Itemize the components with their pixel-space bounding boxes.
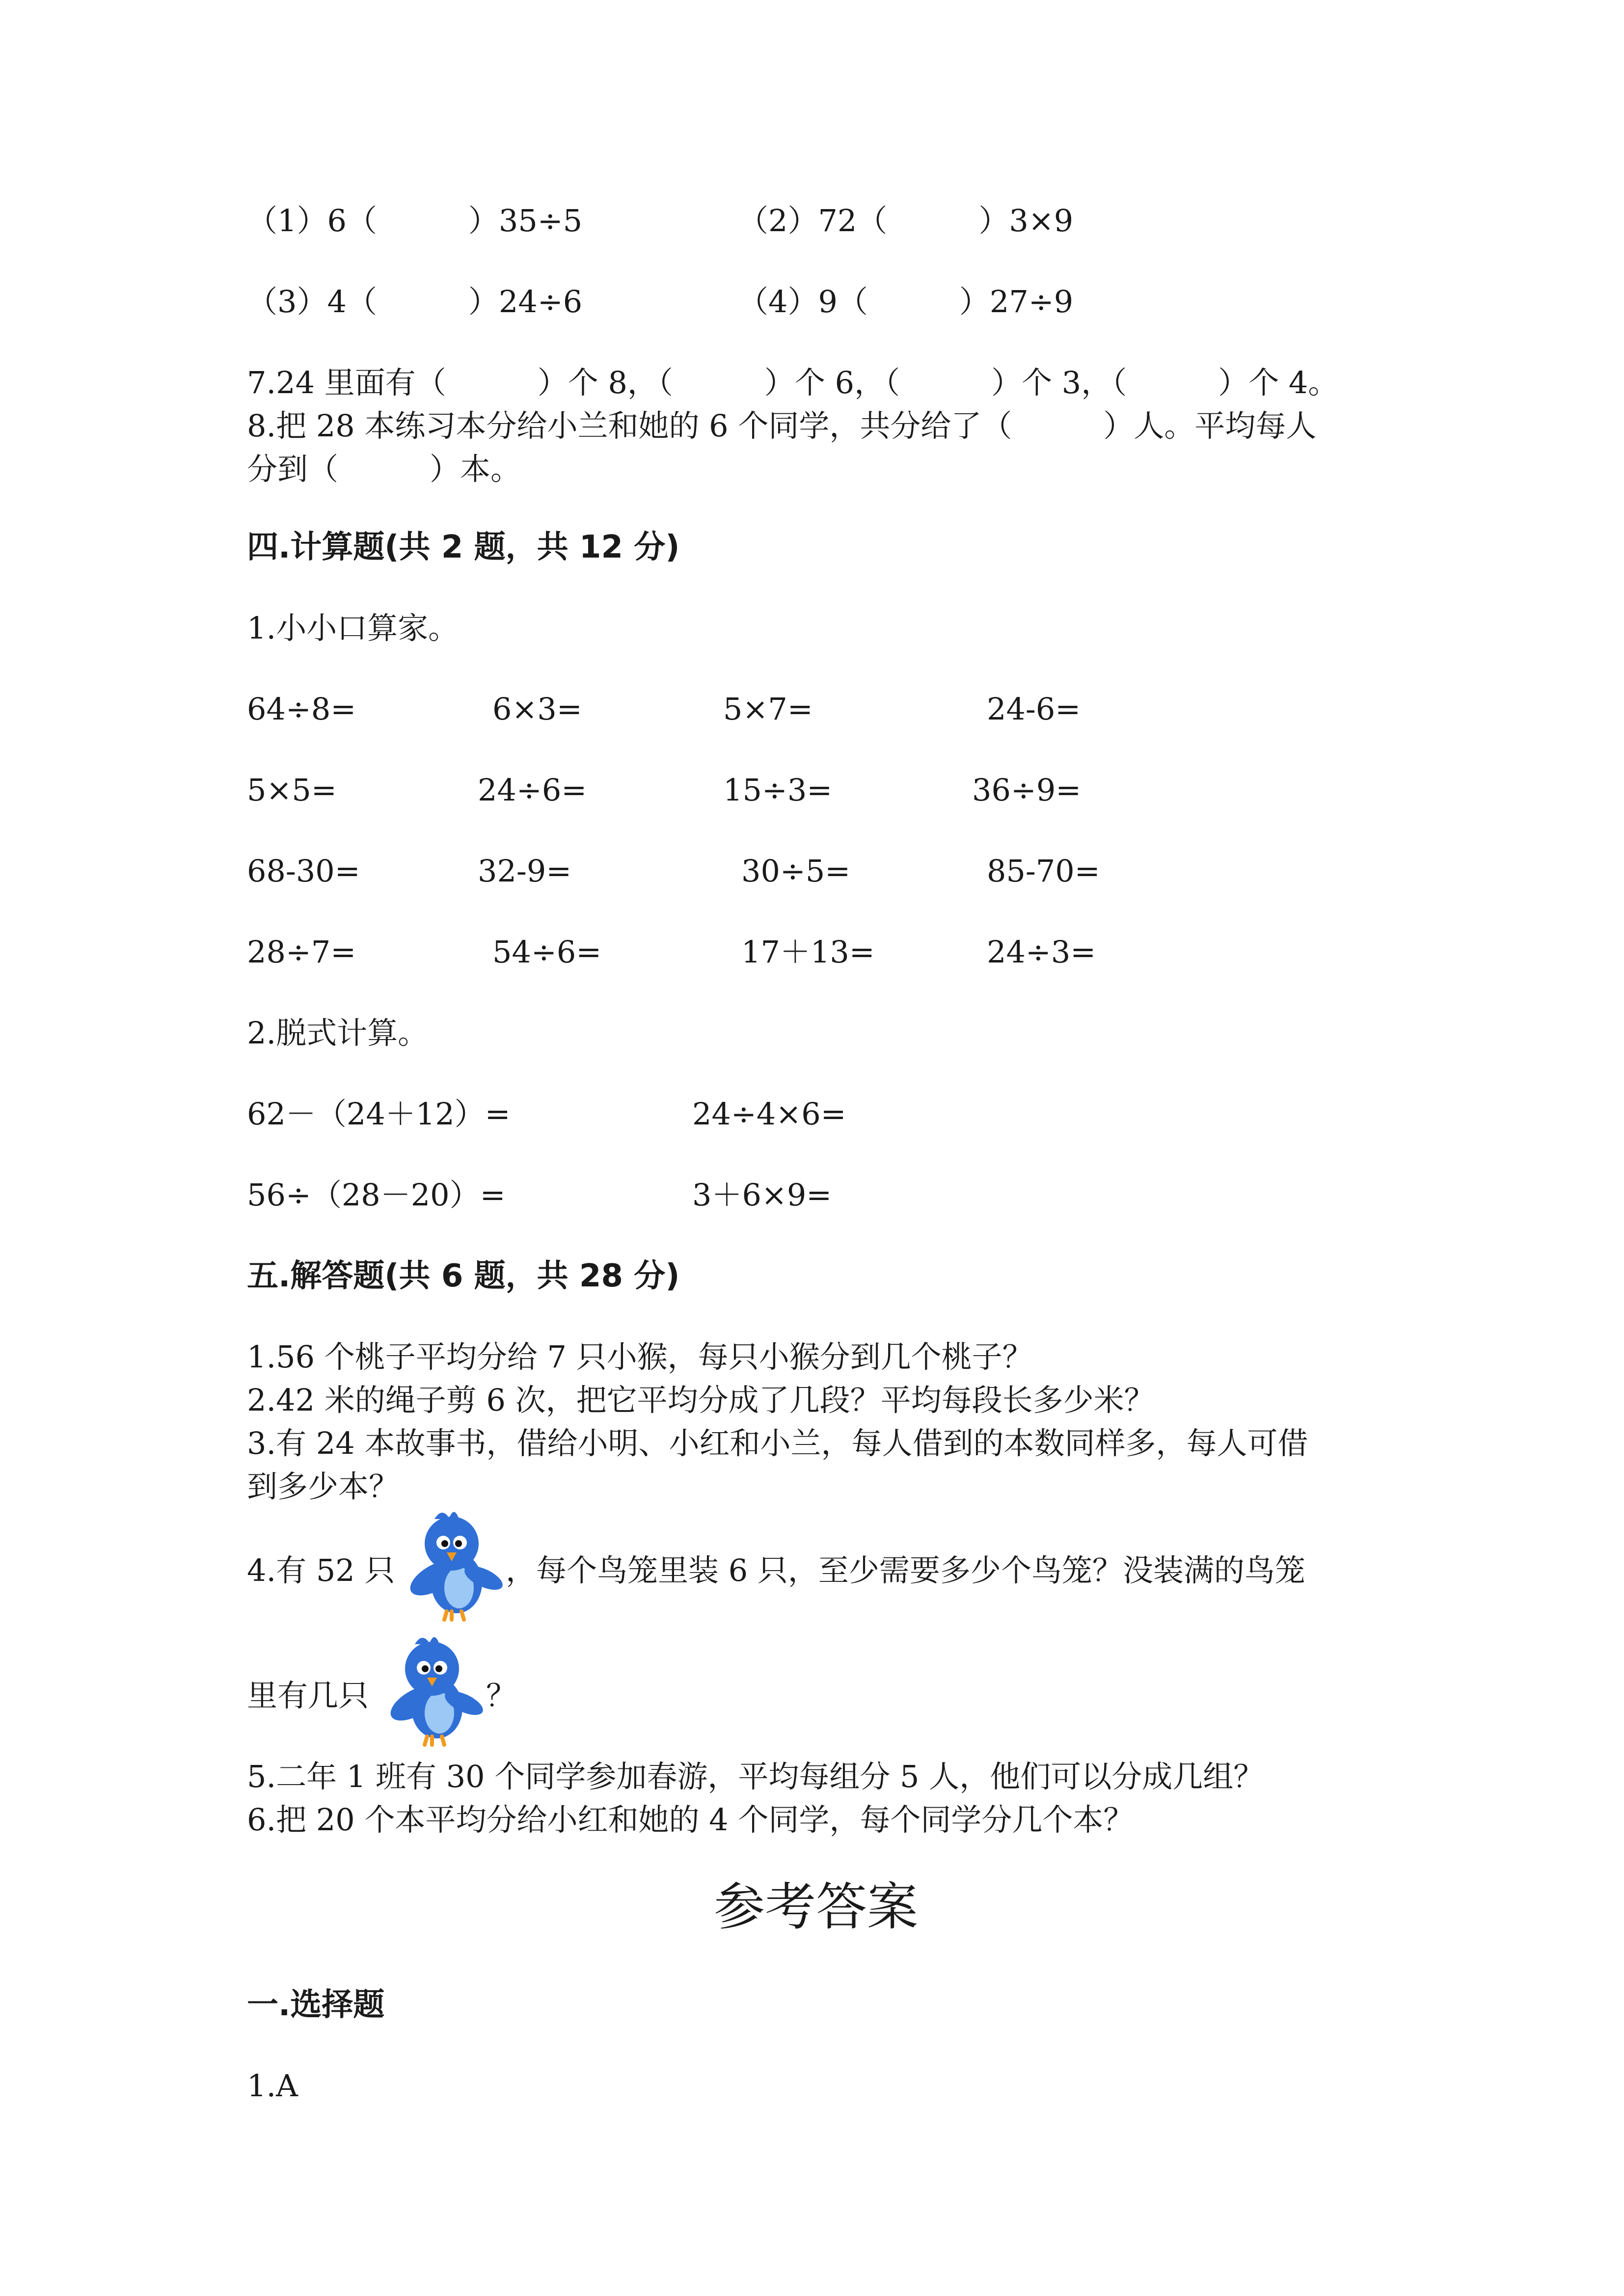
oral-calc-item: 68-30= [247, 853, 360, 889]
oral-calc-item: 54÷6= [492, 934, 602, 970]
word-problem-4-part4: ？ [486, 1678, 517, 1713]
answers-title: 参考答案 [714, 1877, 919, 1937]
oral-calc-item: 24÷6= [478, 772, 587, 808]
bluebird-icon-shape [385, 1637, 484, 1745]
stepwise-calc-item: 62－（24＋12）= [247, 1096, 511, 1132]
word-problem-6: 6.把 20 个本平均分给小红和她的 4 个同学，每个同学分几个本？ [247, 1802, 1134, 1838]
oral-calc-item: 36÷9= [972, 772, 1082, 808]
answers-section-1-heading: 一.选择题 [247, 1987, 385, 2023]
word-problem-4-part1: 4.有 52 只 [247, 1552, 395, 1588]
oral-calc-item: 64÷8= [247, 691, 356, 727]
oral-calc-item: 28÷7= [247, 934, 356, 970]
section-5-heading: 五.解答题(共 6 题，共 28 分) [247, 1258, 680, 1294]
compare-item-2: （2）72（ ）3×9 [738, 203, 1074, 239]
word-problem-2: 2.42 米的绳子剪 6 次，把它平均分成了几段？平均每段长多少米？ [247, 1382, 1155, 1418]
answer-item-1: 1.A [247, 2068, 298, 2104]
word-problem-3-line2: 到多少本？ [247, 1468, 400, 1504]
stepwise-calc-title: 2.脱式计算。 [247, 1015, 429, 1051]
compare-item-1: （1）6（ ）35÷5 [247, 203, 583, 239]
oral-calc-title: 1.小小口算家。 [247, 610, 459, 646]
oral-calc-item: 17＋13= [741, 934, 875, 970]
word-problem-5: 5.二年 1 班有 30 个同学参加春游，平均每组分 5 人，他们可以分成几组？ [247, 1759, 1264, 1794]
oral-calc-item: 32-9= [478, 853, 572, 889]
stepwise-calc-item: 56÷（28－20）= [247, 1177, 506, 1213]
fill-question-7: 7.24 里面有（ ）个 8，（ ）个 6，（ ）个 3，（ ）个 4。 [247, 365, 1339, 400]
oral-calc-item: 5×7= [723, 691, 813, 727]
word-problem-4-part2: ，每个鸟笼里装 6 只，至少需要多少个鸟笼？没装满的鸟笼 [506, 1552, 1305, 1588]
oral-calc-item: 30÷5= [741, 853, 851, 889]
section-4-heading: 四.计算题(共 2 题，共 12 分) [247, 529, 680, 565]
word-problem-1: 1.56 个桃子平均分给 7 只小猴，每只小猴分到几个桃子？ [247, 1339, 1033, 1375]
compare-item-4: （4）9（ ）27÷9 [738, 284, 1074, 320]
fill-question-8-line2: 分到（ ）本。 [247, 451, 521, 487]
oral-calc-item: 5×5= [247, 772, 337, 808]
word-problem-4-part3: 里有几只 [247, 1678, 369, 1713]
oral-calc-item: 85-70= [987, 853, 1100, 889]
fill-question-8-line1: 8.把 28 本练习本分给小兰和她的 6 个同学，共分给了（ ）人。平均每人 [247, 408, 1317, 444]
bluebird-icon [400, 1504, 503, 1622]
bluebird-icon-shape [405, 1512, 503, 1620]
stepwise-calc-item: 24÷4×6= [692, 1096, 846, 1132]
word-problem-3-line1: 3.有 24 本故事书，借给小明、小红和小兰，每人借到的本数同样多，每人可借 [247, 1425, 1308, 1461]
oral-calc-item: 6×3= [492, 691, 582, 727]
oral-calc-item: 15÷3= [723, 772, 833, 808]
oral-calc-item: 24-6= [987, 691, 1081, 727]
compare-item-3: （3）4（ ）24÷6 [247, 284, 583, 320]
stepwise-calc-item: 3＋6×9= [692, 1177, 832, 1213]
bluebird-icon [380, 1629, 484, 1747]
oral-calc-item: 24÷3= [987, 934, 1096, 970]
